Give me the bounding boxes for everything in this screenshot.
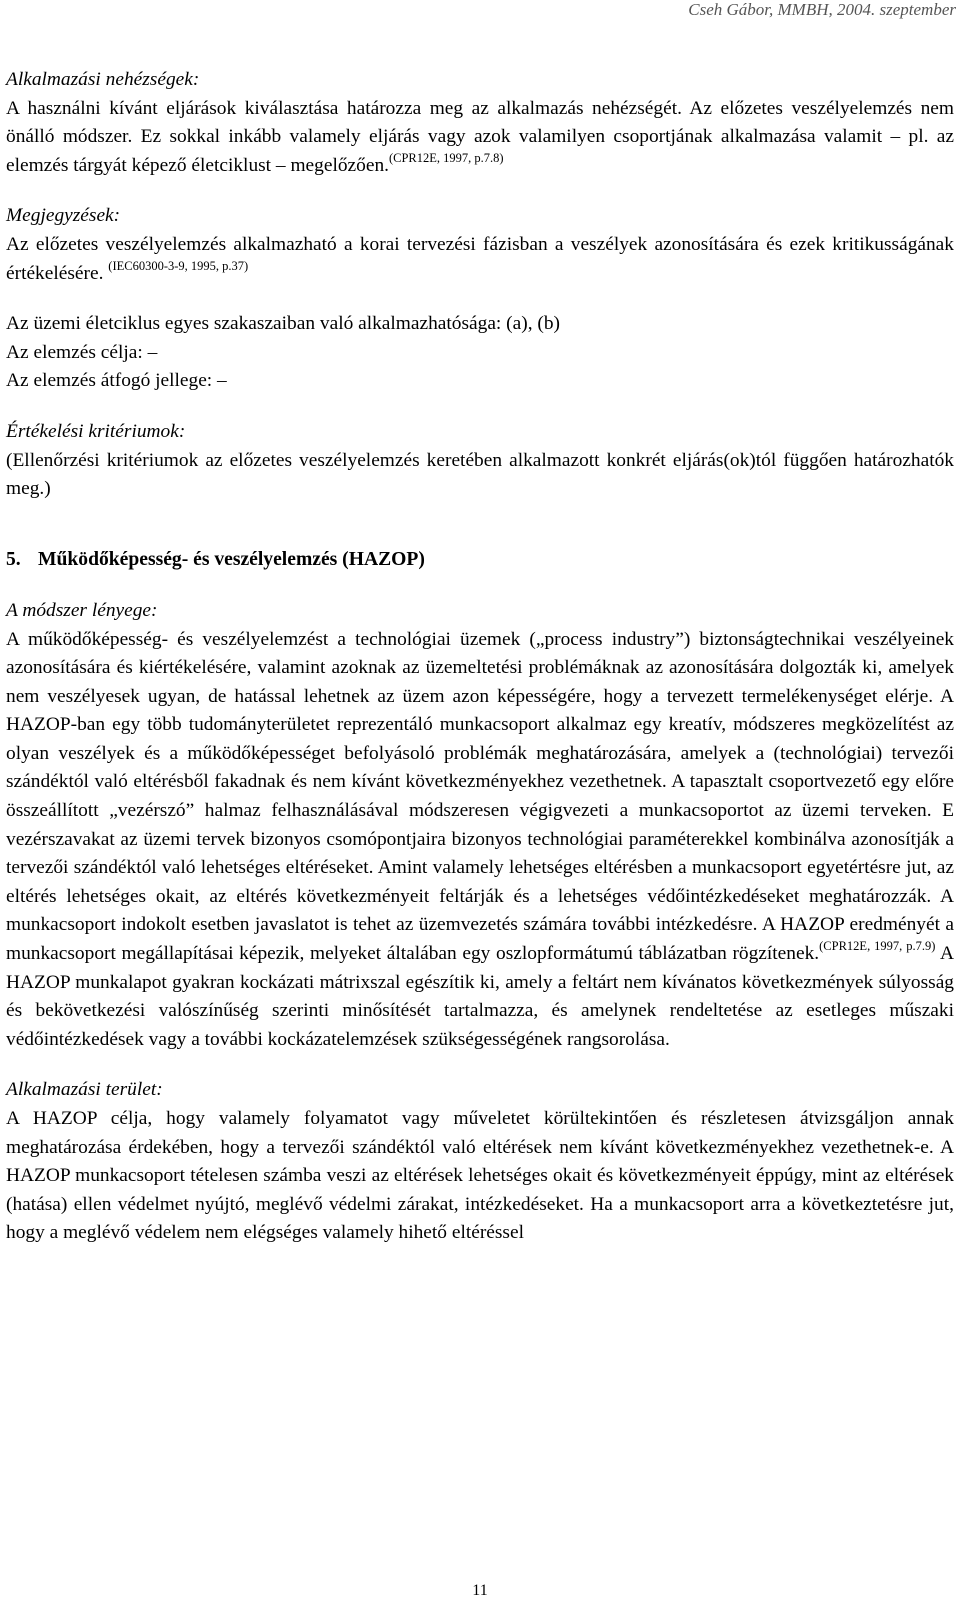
comprehensive-line: Az elemzés átfogó jellege: – <box>6 370 227 392</box>
notes-text: Az előzetes veszélyelemzés alkalmazható a korai tervezési fázisban a veszélyek azonosítására és ezek kritikusságának értékelésére. <box>6 233 954 284</box>
difficulties-paragraph <box>6 95 954 181</box>
essence-text-b: A HAZOP munkalapot gyakran kockázati mátrixszal egészítik ki, amely a feltárt nem kívánatos következmények súlyosság és bekövetkezési valószínűség szerinti minősítését tartalmazza, és amelynek rendeltetése az esetleges műszaki védőintézkedések vagy a további kockázatelemzések szükségességének rangsorolása. <box>6 943 954 1050</box>
notes-citation: (IEC60300-3-9, 1995, p.37) <box>108 258 249 273</box>
applicability-line: Az üzemi életciklus egyes szakaszaiban való alkalmazhatósága: (a), (b) <box>6 313 560 335</box>
section-title: Működőképesség- és veszélyelemzés (HAZOP) <box>38 549 425 571</box>
section-number: 5. <box>6 549 21 571</box>
criteria-heading: Értékelési kritériumok: <box>6 420 186 442</box>
notes-heading: Megjegyzések: <box>6 205 121 227</box>
document-body <box>6 66 954 1248</box>
difficulties-citation: (CPR12E, 1997, p.7.8) <box>388 150 504 165</box>
essence-text-a: A működőképesség- és veszélyelemzést a technológiai üzemek („process industry”) biztonságtechnikai veszélyeinek azonosítására és kiértékelésére, valamint azoknak az üzemeltetési problémáknak az azonosítására dolgozták ki, amelyek nem veszélyesek ugyan, de hatással lehetnek az üzem azon képességére, hogy a tervezett termelékenységet elérje. A HAZOP-ban egy több tudományterületet reprezentáló munkacsoport alkalmaz egy kreatív, módszeres megközelítést az olyan veszélyek és a működőképességet befolyásoló problémák meghatározására, amelyek a (technológiai) tervezői szándéktól való eltérésből fakadnak és nem kívánt következményekhez vezethetnek. A tapasztalt csoportvezető egy előre összeállított „vezérszó” halmaz felhasználásával módszeresen végigvezeti a munkacsoportot az üzemi terveken. E vezérszavakat az üzemi tervek bizonyos csomópontjaira bizonyos technológiai paraméterekkel kombinálva azonosítják a tervezői szándéktól való lehetséges eltéréseket. Amint valamely lehetséges eltérésben a munkacsoport egyetértésre jut, az eltérés lehetséges okait, az eltérés következményeit feltárják és a lehetséges védőintézkedéseket meghatározzák. A munkacsoport indokolt esetben javaslatot is tehet az üzemvezetés számára további intézkedésre. A HAZOP eredményét a munkacsoport megállapításai képezik, melyeket általában egy oszlopformátumú táblázatban rögzítenek. <box>6 628 954 965</box>
difficulties-heading: Alkalmazási nehézségek: <box>6 69 200 90</box>
criteria-paragraph: (Ellenőrzési kritériumok az előzetes veszélyelemzés keretében alkalmazott konkrét eljárás(ok)tól függően határozhatók meg.) <box>6 449 954 500</box>
essence-citation: (CPR12E, 1997, p.7.9) <box>819 939 936 954</box>
essence-paragraph <box>6 626 954 1055</box>
purpose-line: Az elemzés célja: – <box>6 341 158 363</box>
application-paragraph: A HAZOP célja, hogy valamely folyamatot vagy műveletet körültekintően és részletesen átvizsgáljon annak meghatározása érdekében, hogy a tervezői szándéktól való eltérések nem kívánt következményekhez vezethetnek-e. A HAZOP munkacsoport tételesen számba veszi az eltérések lehetséges okait és következményeit éppúgy, mint az eltérések (hatása) ellen védelmet nyújtó, meglévő védelmi zárakat, intézkedéseket. Ha a munkacsoport arra a következtetésre jut, hogy a meglévő védelem nem elégséges valamely hihető eltéréssel <box>6 1108 954 1244</box>
page-number: 11 <box>472 1582 488 1599</box>
essence-heading: A módszer lényege: <box>6 599 158 621</box>
notes-paragraph <box>6 231 954 288</box>
section-5-heading <box>6 546 954 575</box>
page-header: Cseh Gábor, MMBH, 2004. szeptember <box>688 0 956 19</box>
application-heading: Alkalmazási terület: <box>6 1079 163 1101</box>
difficulties-text: A használni kívánt eljárások kiválasztása határozza meg az alkalmazás nehézségét. Az előzetes veszélyelemzés nem önálló módszer. Ez sokkal inkább valamely eljárás vagy azok valamilyen csoportjának alkalmazása valamit – pl. az elemzés tárgyát képező életciklust – megelőzően. <box>6 97 954 176</box>
